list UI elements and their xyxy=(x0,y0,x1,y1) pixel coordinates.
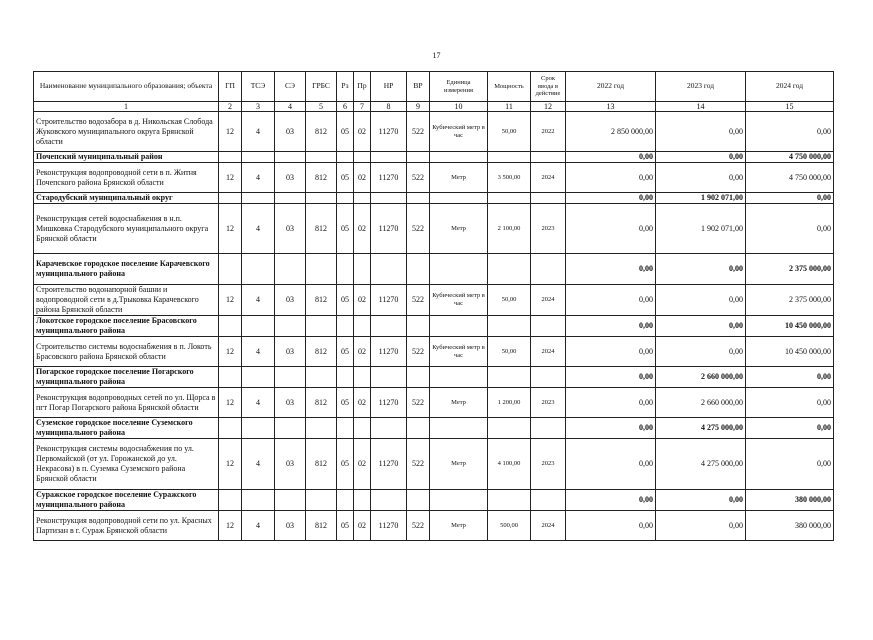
amount-2024-cell: 4 750 000,00 xyxy=(746,163,834,193)
column-number: 4 xyxy=(275,102,306,112)
amount-2024-cell: 0,00 xyxy=(746,367,834,388)
object-row xyxy=(34,388,834,418)
empty-cell xyxy=(531,367,566,388)
empty-cell xyxy=(337,316,354,337)
empty-cell xyxy=(488,254,531,285)
unit-cell: Кубический метр в час xyxy=(430,285,488,316)
se-cell: 03 xyxy=(275,439,306,490)
se-cell: 03 xyxy=(275,388,306,418)
empty-cell xyxy=(306,152,337,163)
object-name-cell: Реконструкция системы водоснабжения по ул. Первомайской (от ул. Горожанской до ул. Некрасова) в п. Суземка Суземского района Брянской области xyxy=(34,439,219,490)
unit-cell: Кубический метр в час xyxy=(430,337,488,367)
empty-cell xyxy=(488,367,531,388)
empty-cell xyxy=(219,152,242,163)
object-name-cell: Реконструкция водопроводной сети в п. Житня Почепского района Брянской области xyxy=(34,163,219,193)
vr-cell: 522 xyxy=(407,337,430,367)
amount-2023-cell: 0,00 xyxy=(656,490,746,511)
rz-cell: 05 xyxy=(337,337,354,367)
rz-cell: 05 xyxy=(337,511,354,541)
empty-cell xyxy=(219,316,242,337)
column-number-row xyxy=(34,102,834,112)
power-cell: 50,00 xyxy=(488,285,531,316)
nr-cell: 11270 xyxy=(371,285,407,316)
header-cell: НР xyxy=(371,72,407,102)
empty-cell xyxy=(242,193,275,204)
header-cell: ГП xyxy=(219,72,242,102)
gp-cell: 12 xyxy=(219,511,242,541)
empty-cell xyxy=(219,490,242,511)
tse-cell: 4 xyxy=(242,163,275,193)
column-number: 8 xyxy=(371,102,407,112)
header-cell: Единица измерения xyxy=(430,72,488,102)
empty-cell xyxy=(488,418,531,439)
amount-2022-cell: 0,00 xyxy=(566,439,656,490)
column-number: 3 xyxy=(242,102,275,112)
header-cell: 2023 год xyxy=(656,72,746,102)
power-cell: 1 200,00 xyxy=(488,388,531,418)
empty-cell xyxy=(306,316,337,337)
grbs-cell: 812 xyxy=(306,511,337,541)
header-cell: Рз xyxy=(337,72,354,102)
amount-2022-cell: 0,00 xyxy=(566,285,656,316)
amount-2024-cell: 380 000,00 xyxy=(746,511,834,541)
empty-cell xyxy=(407,254,430,285)
grbs-cell: 812 xyxy=(306,163,337,193)
se-cell: 03 xyxy=(275,337,306,367)
empty-cell xyxy=(275,418,306,439)
tse-cell: 4 xyxy=(242,439,275,490)
empty-cell xyxy=(306,490,337,511)
object-name-cell: Строительство водонапорной башни и водопроводной сети в д.Трыковка Карачевского района Брянской области xyxy=(34,285,219,316)
pr-cell: 02 xyxy=(354,285,371,316)
se-cell: 03 xyxy=(275,163,306,193)
vr-cell: 522 xyxy=(407,285,430,316)
gp-cell: 12 xyxy=(219,285,242,316)
amount-2022-cell: 0,00 xyxy=(566,418,656,439)
empty-cell xyxy=(242,367,275,388)
gp-cell: 12 xyxy=(219,204,242,254)
column-number: 12 xyxy=(531,102,566,112)
column-number: 15 xyxy=(746,102,834,112)
empty-cell xyxy=(242,490,275,511)
group-row xyxy=(34,254,834,285)
amount-2024-cell: 0,00 xyxy=(746,193,834,204)
object-row xyxy=(34,511,834,541)
grbs-cell: 812 xyxy=(306,204,337,254)
group-name-cell: Локотское городское поселение Брасовского муниципального района xyxy=(34,316,219,337)
amount-2023-cell: 0,00 xyxy=(656,511,746,541)
header-cell: 2024 год xyxy=(746,72,834,102)
term-cell: 2023 xyxy=(531,204,566,254)
empty-cell xyxy=(407,316,430,337)
vr-cell: 522 xyxy=(407,511,430,541)
header-cell: Пр xyxy=(354,72,371,102)
column-number: 2 xyxy=(219,102,242,112)
header-cell: 2022 год xyxy=(566,72,656,102)
nr-cell: 11270 xyxy=(371,388,407,418)
amount-2023-cell: 4 275 000,00 xyxy=(656,418,746,439)
column-number: 11 xyxy=(488,102,531,112)
empty-cell xyxy=(242,254,275,285)
column-number: 1 xyxy=(34,102,219,112)
amount-2022-cell: 0,00 xyxy=(566,511,656,541)
empty-cell xyxy=(531,490,566,511)
pr-cell: 02 xyxy=(354,112,371,152)
term-cell: 2024 xyxy=(531,337,566,367)
empty-cell xyxy=(531,193,566,204)
group-row xyxy=(34,193,834,204)
empty-cell xyxy=(306,367,337,388)
amount-2023-cell: 0,00 xyxy=(656,163,746,193)
empty-cell xyxy=(430,490,488,511)
grbs-cell: 812 xyxy=(306,337,337,367)
gp-cell: 12 xyxy=(219,112,242,152)
group-name-cell: Суражское городское поселение Суражского муниципального района xyxy=(34,490,219,511)
unit-cell: Метр xyxy=(430,388,488,418)
amount-2022-cell: 0,00 xyxy=(566,152,656,163)
empty-cell xyxy=(531,152,566,163)
empty-cell xyxy=(430,193,488,204)
nr-cell: 11270 xyxy=(371,204,407,254)
tse-cell: 4 xyxy=(242,285,275,316)
amount-2022-cell: 0,00 xyxy=(566,337,656,367)
pr-cell: 02 xyxy=(354,388,371,418)
object-row xyxy=(34,439,834,490)
grbs-cell: 812 xyxy=(306,388,337,418)
object-name-cell: Строительство системы водоснабжения в п. Локоть Брасовского района Брянской области xyxy=(34,337,219,367)
empty-cell xyxy=(242,152,275,163)
pr-cell: 02 xyxy=(354,163,371,193)
amount-2022-cell: 0,00 xyxy=(566,254,656,285)
empty-cell xyxy=(531,254,566,285)
empty-cell xyxy=(275,316,306,337)
column-number: 7 xyxy=(354,102,371,112)
empty-cell xyxy=(354,367,371,388)
tse-cell: 4 xyxy=(242,204,275,254)
empty-cell xyxy=(430,316,488,337)
tse-cell: 4 xyxy=(242,511,275,541)
empty-cell xyxy=(407,490,430,511)
rz-cell: 05 xyxy=(337,388,354,418)
header-cell: ВР xyxy=(407,72,430,102)
empty-cell xyxy=(371,254,407,285)
amount-2024-cell: 0,00 xyxy=(746,204,834,254)
amount-2023-cell: 0,00 xyxy=(656,112,746,152)
amount-2023-cell: 0,00 xyxy=(656,316,746,337)
header-row xyxy=(34,72,834,102)
power-cell: 4 100,00 xyxy=(488,439,531,490)
unit-cell: Метр xyxy=(430,204,488,254)
grbs-cell: 812 xyxy=(306,285,337,316)
amount-2022-cell: 0,00 xyxy=(566,316,656,337)
empty-cell xyxy=(219,193,242,204)
amount-2024-cell: 380 000,00 xyxy=(746,490,834,511)
object-name-cell: Строительство водозабора в д. Никольская Слобода Жуковского муниципального округа Брянской области xyxy=(34,112,219,152)
gp-cell: 12 xyxy=(219,439,242,490)
empty-cell xyxy=(371,193,407,204)
empty-cell xyxy=(219,418,242,439)
amount-2022-cell: 0,00 xyxy=(566,204,656,254)
amount-2022-cell: 0,00 xyxy=(566,490,656,511)
empty-cell xyxy=(275,254,306,285)
empty-cell xyxy=(371,152,407,163)
amount-2024-cell: 2 375 000,00 xyxy=(746,254,834,285)
empty-cell xyxy=(219,367,242,388)
empty-cell xyxy=(275,490,306,511)
header-cell: Срок ввода в действие xyxy=(531,72,566,102)
pr-cell: 02 xyxy=(354,337,371,367)
column-number: 6 xyxy=(337,102,354,112)
header-cell: ТСЭ xyxy=(242,72,275,102)
empty-cell xyxy=(354,490,371,511)
column-number: 10 xyxy=(430,102,488,112)
power-cell: 500,00 xyxy=(488,511,531,541)
term-cell: 2022 xyxy=(531,112,566,152)
pr-cell: 02 xyxy=(354,204,371,254)
empty-cell xyxy=(371,418,407,439)
term-cell: 2024 xyxy=(531,163,566,193)
object-row xyxy=(34,285,834,316)
unit-cell: Метр xyxy=(430,439,488,490)
group-name-cell: Суземское городское поселение Суземского муниципального района xyxy=(34,418,219,439)
object-row xyxy=(34,337,834,367)
nr-cell: 11270 xyxy=(371,163,407,193)
amount-2023-cell: 2 660 000,00 xyxy=(656,388,746,418)
empty-cell xyxy=(337,193,354,204)
vr-cell: 522 xyxy=(407,388,430,418)
group-row xyxy=(34,152,834,163)
empty-cell xyxy=(337,152,354,163)
empty-cell xyxy=(354,254,371,285)
column-number: 5 xyxy=(306,102,337,112)
power-cell: 3 500,00 xyxy=(488,163,531,193)
amount-2023-cell: 0,00 xyxy=(656,285,746,316)
amount-2024-cell: 0,00 xyxy=(746,112,834,152)
empty-cell xyxy=(354,152,371,163)
group-name-cell: Карачевское городское поселение Карачевского муниципального района xyxy=(34,254,219,285)
empty-cell xyxy=(275,367,306,388)
empty-cell xyxy=(371,316,407,337)
term-cell: 2024 xyxy=(531,285,566,316)
group-row xyxy=(34,490,834,511)
amount-2022-cell: 2 850 000,00 xyxy=(566,112,656,152)
se-cell: 03 xyxy=(275,285,306,316)
amount-2023-cell: 0,00 xyxy=(656,337,746,367)
empty-cell xyxy=(430,418,488,439)
nr-cell: 11270 xyxy=(371,112,407,152)
amount-2022-cell: 0,00 xyxy=(566,388,656,418)
group-row xyxy=(34,367,834,388)
empty-cell xyxy=(488,316,531,337)
empty-cell xyxy=(306,418,337,439)
object-name-cell: Реконструкция сетей водоснабжения в н.п. Мишковка Стародубского муниципального округа Брянской области xyxy=(34,204,219,254)
empty-cell xyxy=(531,316,566,337)
pr-cell: 02 xyxy=(354,439,371,490)
empty-cell xyxy=(407,418,430,439)
empty-cell xyxy=(371,367,407,388)
header-cell: Наименование муниципального образования; объекта xyxy=(34,72,219,102)
amount-2024-cell: 10 450 000,00 xyxy=(746,337,834,367)
nr-cell: 11270 xyxy=(371,337,407,367)
unit-cell: Кубический метр в час xyxy=(430,112,488,152)
term-cell: 2024 xyxy=(531,511,566,541)
empty-cell xyxy=(337,254,354,285)
rz-cell: 05 xyxy=(337,112,354,152)
term-cell: 2023 xyxy=(531,439,566,490)
group-name-cell: Почепский муниципальный район xyxy=(34,152,219,163)
group-name-cell: Погарское городское поселение Погарского муниципального района xyxy=(34,367,219,388)
empty-cell xyxy=(306,254,337,285)
amount-2024-cell: 0,00 xyxy=(746,418,834,439)
empty-cell xyxy=(306,193,337,204)
gp-cell: 12 xyxy=(219,337,242,367)
se-cell: 03 xyxy=(275,511,306,541)
gp-cell: 12 xyxy=(219,388,242,418)
vr-cell: 522 xyxy=(407,204,430,254)
header-cell: Мощность xyxy=(488,72,531,102)
empty-cell xyxy=(354,418,371,439)
empty-cell xyxy=(242,418,275,439)
empty-cell xyxy=(275,152,306,163)
amount-2024-cell: 0,00 xyxy=(746,439,834,490)
grbs-cell: 812 xyxy=(306,439,337,490)
unit-cell: Метр xyxy=(430,163,488,193)
header-cell: ГРБС xyxy=(306,72,337,102)
empty-cell xyxy=(430,254,488,285)
amount-2022-cell: 0,00 xyxy=(566,193,656,204)
se-cell: 03 xyxy=(275,204,306,254)
amount-2023-cell: 0,00 xyxy=(656,254,746,285)
amount-2024-cell: 10 450 000,00 xyxy=(746,316,834,337)
amount-2024-cell: 4 750 000,00 xyxy=(746,152,834,163)
amount-2023-cell: 4 275 000,00 xyxy=(656,439,746,490)
object-row xyxy=(34,112,834,152)
rz-cell: 05 xyxy=(337,285,354,316)
group-row xyxy=(34,316,834,337)
amount-2022-cell: 0,00 xyxy=(566,367,656,388)
column-number: 14 xyxy=(656,102,746,112)
empty-cell xyxy=(354,316,371,337)
term-cell: 2023 xyxy=(531,388,566,418)
nr-cell: 11270 xyxy=(371,439,407,490)
empty-cell xyxy=(407,193,430,204)
power-cell: 50,00 xyxy=(488,337,531,367)
empty-cell xyxy=(488,152,531,163)
empty-cell xyxy=(337,490,354,511)
amount-2022-cell: 0,00 xyxy=(566,163,656,193)
grbs-cell: 812 xyxy=(306,112,337,152)
amount-2023-cell: 1 902 071,00 xyxy=(656,204,746,254)
column-number: 13 xyxy=(566,102,656,112)
budget-table xyxy=(33,71,834,541)
empty-cell xyxy=(430,367,488,388)
vr-cell: 522 xyxy=(407,439,430,490)
power-cell: 50,00 xyxy=(488,112,531,152)
empty-cell xyxy=(407,152,430,163)
unit-cell: Метр xyxy=(430,511,488,541)
group-name-cell: Стародубский муниципальный округ xyxy=(34,193,219,204)
empty-cell xyxy=(430,152,488,163)
empty-cell xyxy=(219,254,242,285)
vr-cell: 522 xyxy=(407,112,430,152)
tse-cell: 4 xyxy=(242,337,275,367)
group-row xyxy=(34,418,834,439)
empty-cell xyxy=(275,193,306,204)
rz-cell: 05 xyxy=(337,439,354,490)
empty-cell xyxy=(354,193,371,204)
amount-2023-cell: 1 902 071,00 xyxy=(656,193,746,204)
header-cell: СЭ xyxy=(275,72,306,102)
rz-cell: 05 xyxy=(337,204,354,254)
empty-cell xyxy=(371,490,407,511)
nr-cell: 11270 xyxy=(371,511,407,541)
amount-2024-cell: 0,00 xyxy=(746,388,834,418)
vr-cell: 522 xyxy=(407,163,430,193)
empty-cell xyxy=(488,193,531,204)
object-row xyxy=(34,204,834,254)
pr-cell: 02 xyxy=(354,511,371,541)
page-number: 17 xyxy=(432,51,441,60)
empty-cell xyxy=(531,418,566,439)
gp-cell: 12 xyxy=(219,163,242,193)
tse-cell: 4 xyxy=(242,112,275,152)
empty-cell xyxy=(407,367,430,388)
power-cell: 2 100,00 xyxy=(488,204,531,254)
empty-cell xyxy=(242,316,275,337)
empty-cell xyxy=(337,367,354,388)
rz-cell: 05 xyxy=(337,163,354,193)
column-number: 9 xyxy=(407,102,430,112)
amount-2023-cell: 2 660 000,00 xyxy=(656,367,746,388)
empty-cell xyxy=(337,418,354,439)
tse-cell: 4 xyxy=(242,388,275,418)
se-cell: 03 xyxy=(275,112,306,152)
amount-2023-cell: 0,00 xyxy=(656,152,746,163)
object-name-cell: Реконструкция водопроводных сетей по ул. Щорса в пгт Погар Погарского района Брянской области xyxy=(34,388,219,418)
object-name-cell: Реконструкция водопроводной сети по ул. Красных Партизан в г. Сураж Брянской области xyxy=(34,511,219,541)
object-row xyxy=(34,163,834,193)
empty-cell xyxy=(488,490,531,511)
amount-2024-cell: 2 375 000,00 xyxy=(746,285,834,316)
